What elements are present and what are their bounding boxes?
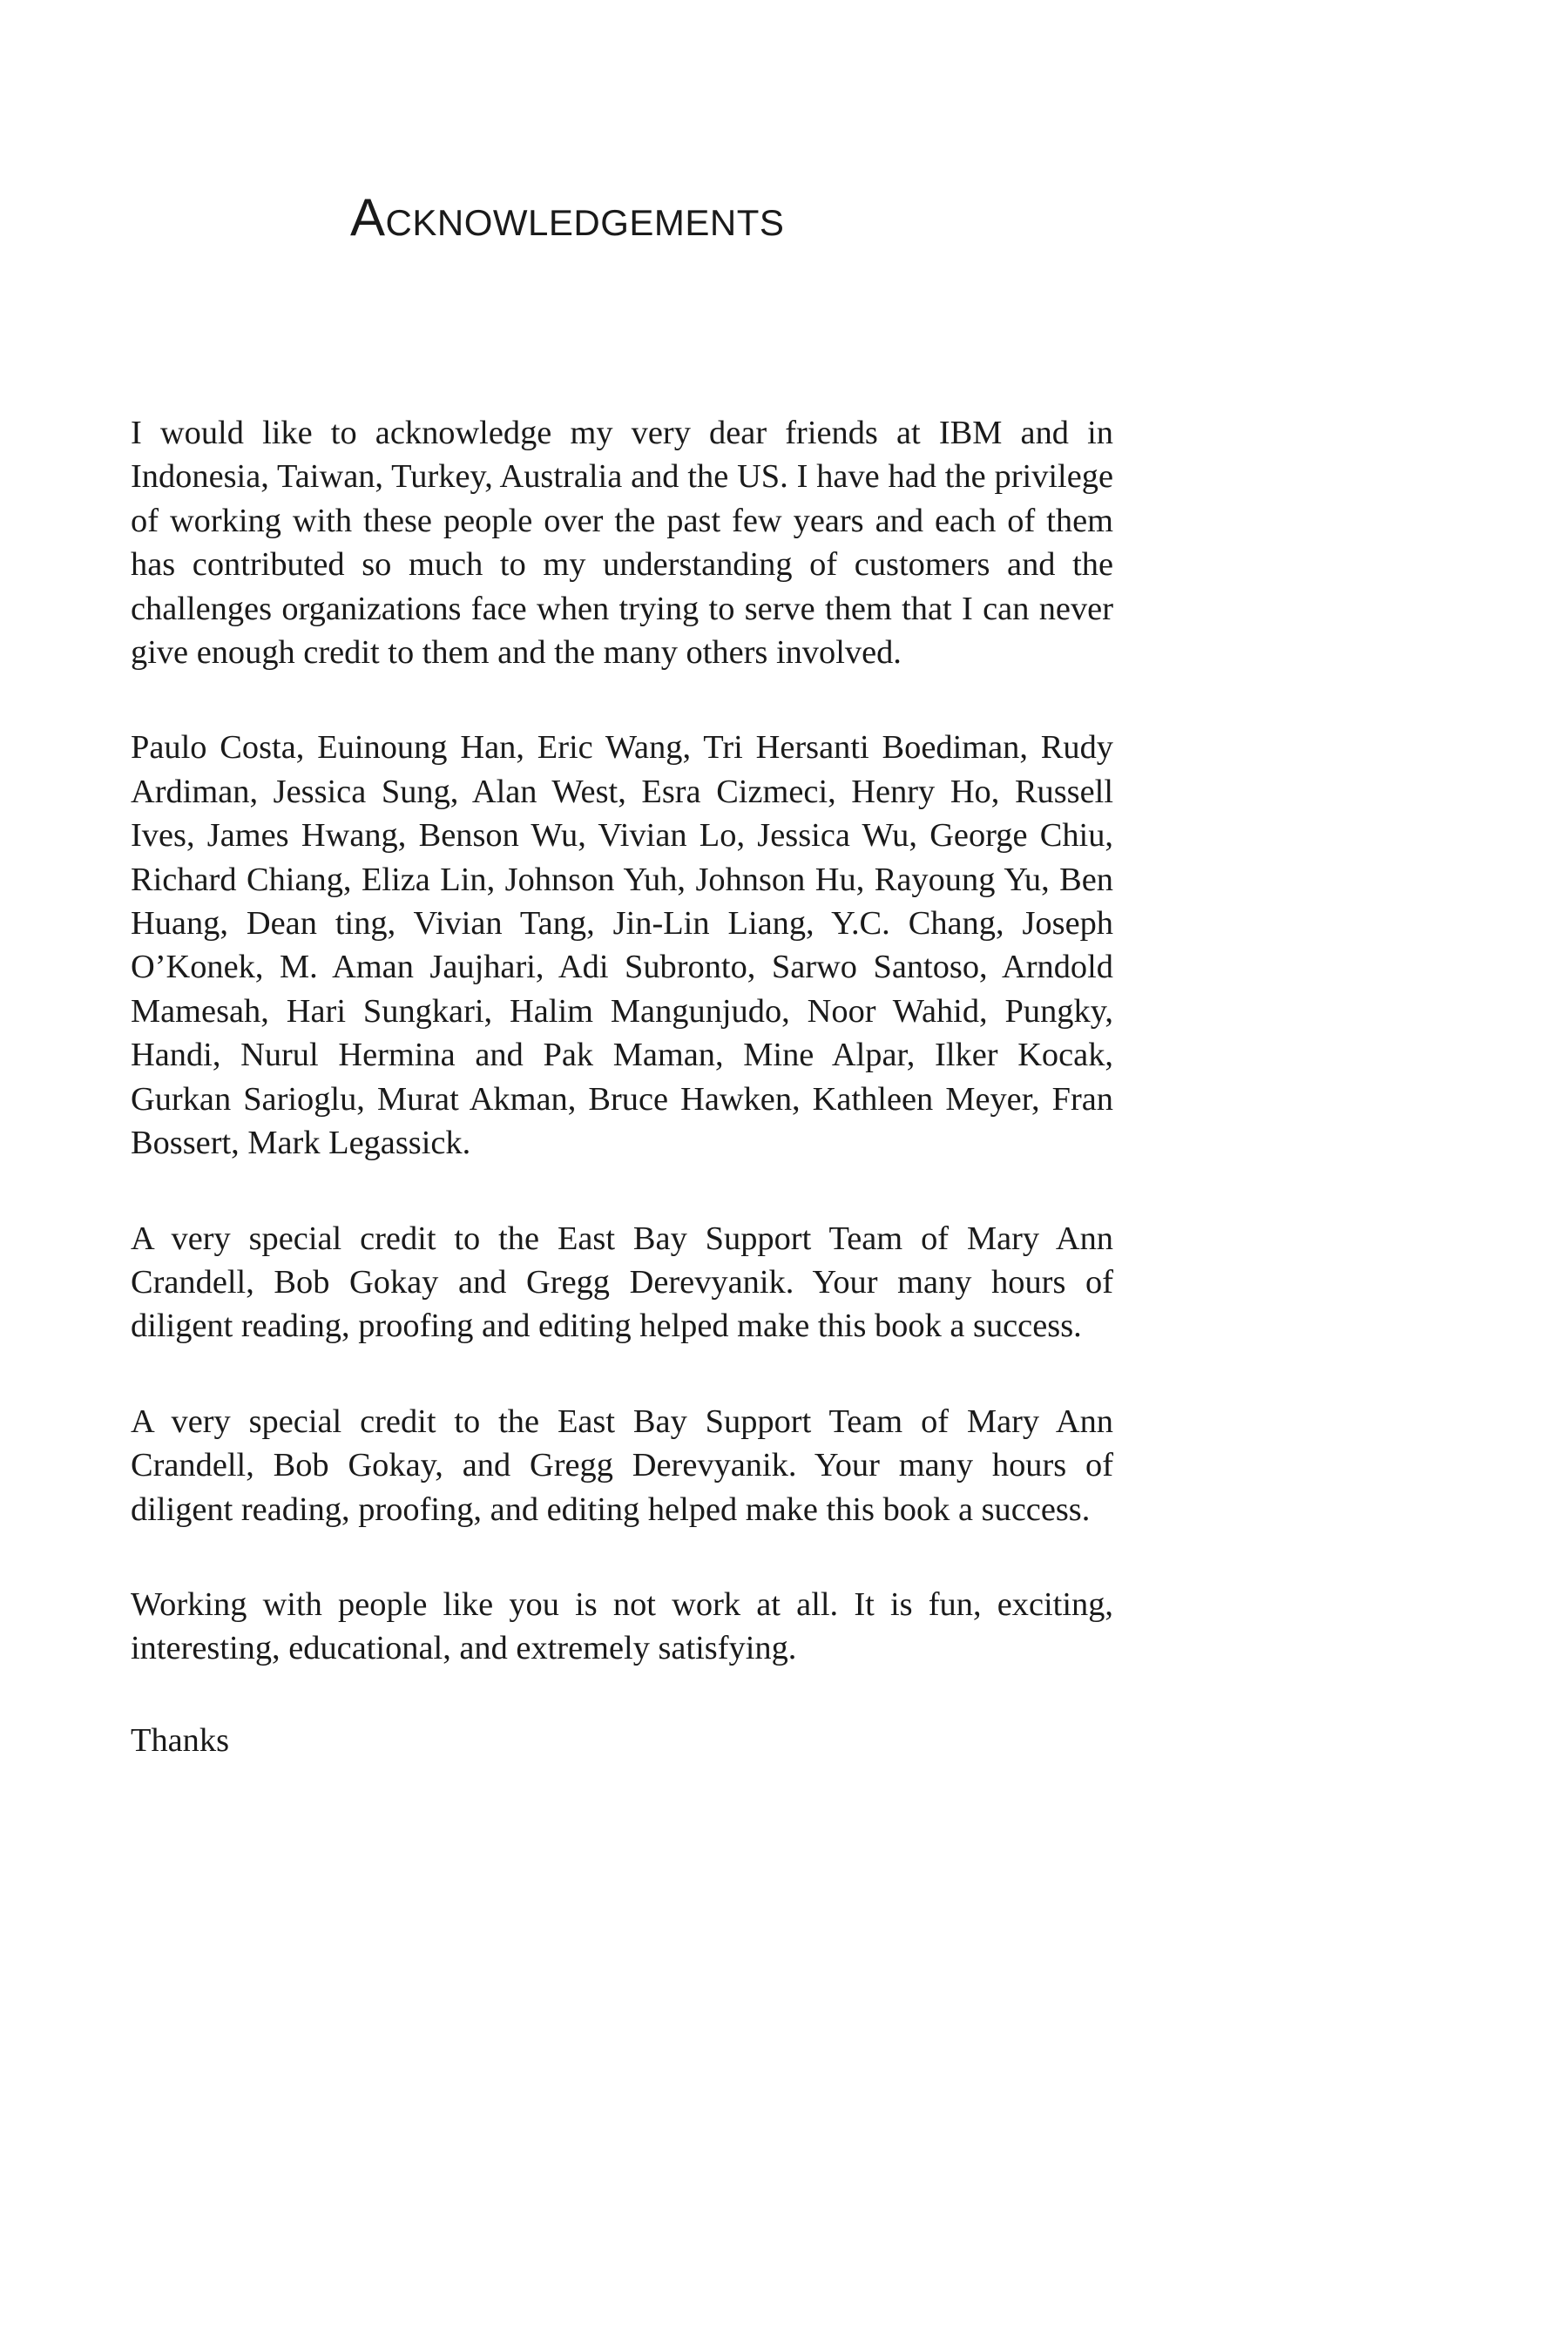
support-team-paragraph-repeat: A very special credit to the East Bay Support Team of Mary Ann Crandell, Bob Gokay, and Gregg Derevyanik. Your many hours of diligent reading, proofing, and editing helped make this book a success. [131,1402,1113,1528]
acknowledgements-body [131,411,1113,1762]
names-paragraph: Paulo Costa, Euinoung Han, Eric Wang, Tri Hersanti Boediman, Rudy Ardiman, Jessica Sung, Alan West, Esra Cizmeci, Henry Ho, Russell Ives, James Hwang, Benson Wu, Vivian Lo, Jessica Wu, George Chiu, Richard Chiang, Eliza Lin, Johnson Yuh, Johnson Hu, Rayoung Yu, Ben Huang, Dean ting, Vivian Tang, Jin-Lin Liang, Y.C. Chang, Joseph O’Konek, M. Aman Jaujhari, Adi Subronto, Sarwo Santoso, Arndold Mamesah, Hari Sungkari, Halim Mangunjudo, Noor Wahid, Pungky, Handi, Nurul Hermina and Pak Maman, Mine Alpar, Ilker Kocak, Gurkan Sarioglu, Murat Akman, Bruce Hawken, Kathleen Meyer, Fran Bossert, Mark Legassick. [131,729,1113,1162]
support-team-paragraph: A very special credit to the East Bay Support Team of Mary Ann Crandell, Bob Gokay and Gregg Derevyanik. Your many hours of diligent reading, proofing and editing helped make this book a success. [131,1220,1113,1345]
signoff: Thanks [131,1721,230,1759]
closing-paragraph: Working with people like you is not work at all. It is fun, exciting, interesting, educational, and extremely satisfying. [131,1585,1113,1667]
page-title: Acknowledgements [350,188,785,247]
intro-paragraph: I would like to acknowledge my very dear friends at IBM and in Indonesia, Taiwan, Turkey, Australia and the US. I have had the privilege of working with these people over the past few years and each of them has contributed so much to my understanding of customers and the challenges organizations face when trying to serve them that I can never give enough credit to them and the many others involved. [131,415,1113,672]
